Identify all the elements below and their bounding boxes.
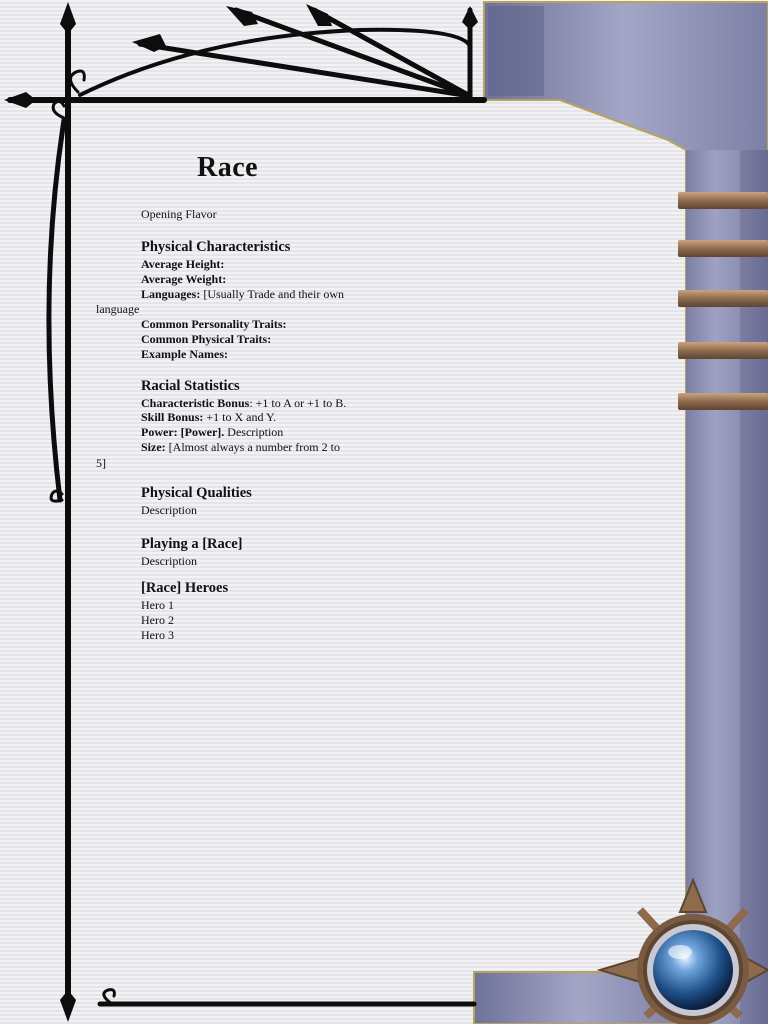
skill-bonus-line: [141, 410, 276, 425]
languages-line: [141, 287, 344, 302]
characteristic-bonus-value: : +1 to A or +1 to B.: [249, 396, 347, 410]
average-weight-label: Average Weight:: [141, 272, 227, 286]
skill-bonus-value: +1 to X and Y.: [203, 410, 277, 424]
hero-item: Hero 3: [141, 628, 174, 642]
opening-flavor: Opening Flavor: [141, 207, 217, 221]
characteristic-bonus-label: Characteristic Bonus: [141, 396, 250, 410]
power-value: Description: [224, 425, 284, 439]
playing-race-text: Description: [141, 554, 197, 568]
hero-item: Hero 1: [141, 598, 174, 612]
personality-traits-line: [141, 317, 287, 332]
size-line: [141, 440, 340, 455]
physical-characteristics-heading: Physical Characteristics: [141, 239, 291, 255]
power-line: [141, 425, 283, 440]
power-label: Power: [Power].: [141, 425, 225, 439]
characteristic-bonus-line: [141, 396, 346, 411]
size-wrap: 5]: [96, 456, 106, 470]
racial-statistics-heading: Racial Statistics: [141, 378, 240, 394]
race-heroes-heading: [Race] Heroes: [141, 580, 229, 596]
skill-bonus-label: Skill Bonus:: [141, 410, 204, 424]
average-height-label: Average Height:: [141, 257, 225, 271]
example-names-label: Example Names:: [141, 347, 228, 361]
personality-traits-label: Common Personality Traits:: [141, 317, 287, 331]
example-names-line: [141, 347, 228, 362]
languages-label: Languages:: [141, 287, 201, 301]
hero-item: Hero 2: [141, 613, 174, 627]
physical-traits-label: Common Physical Traits:: [141, 332, 272, 346]
physical-traits-line: [141, 332, 271, 347]
languages-value: [Usually Trade and their own: [200, 287, 344, 301]
playing-race-heading: Playing a [Race]: [141, 536, 243, 552]
average-height-line: [141, 257, 224, 272]
size-value: [Almost always a number from 2 to: [165, 440, 340, 454]
physical-qualities-heading: Physical Qualities: [141, 485, 252, 501]
physical-qualities-text: Description: [141, 503, 197, 517]
page-title: Race: [197, 152, 259, 183]
languages-wrap: language: [96, 302, 140, 316]
average-weight-line: [141, 272, 226, 287]
size-label: Size:: [141, 440, 166, 454]
